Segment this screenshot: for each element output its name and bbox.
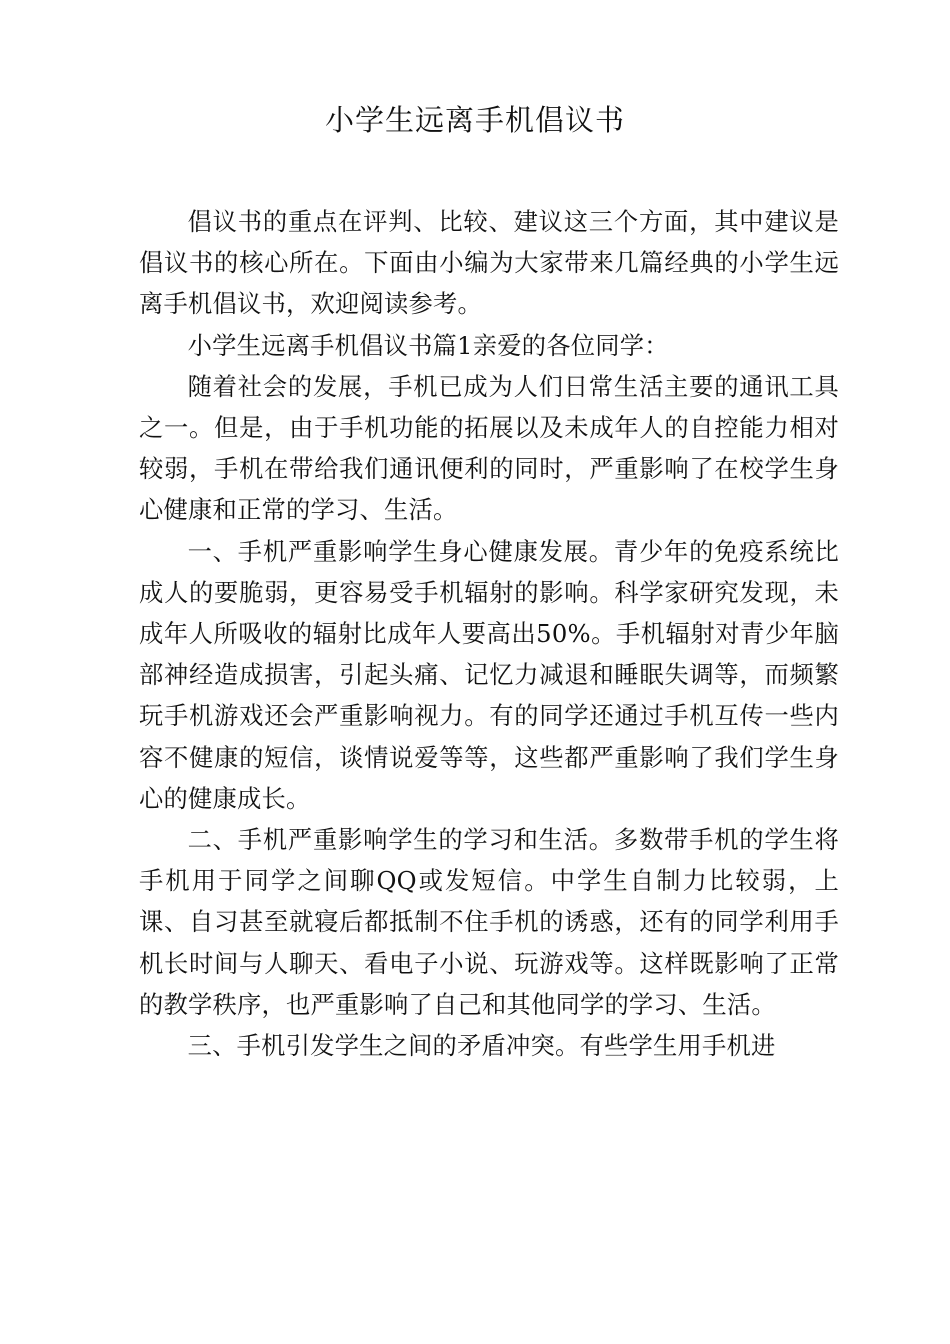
paragraph-point-two: 二、手机严重影响学生的学习和生活。多数带手机的学生将手机用于同学之间聊QQ或发短信。中学生自制力比较弱，上课、自习甚至就寝后都抵制不住手机的诱惑，还有的同学利用手机长时间与人聊天、看电子小说、玩游戏等。这样既影响了正常的教学秩序，也严重影响了自己和其他同学的学习、生活。 [139,825,839,1019]
paragraph-intro: 倡议书的重点在评判、比较、建议这三个方面，其中建议是倡议书的核心所在。下面由小编为大家带来几篇经典的小学生远离手机倡议书，欢迎阅读参考。 [139,207,839,319]
paragraph-heading: 小学生远离手机倡议书篇1亲爱的各位同学： [187,330,669,360]
paragraph-background: 随着社会的发展，手机已成为人们日常生活主要的通讯工具之一。但是，由于手机功能的拓展以及未成年人的自控能力相对较弱，手机在带给我们通讯便利的同时，严重影响了在校学生身心健康和正常的学习、生活。 [139,371,839,525]
paragraph-point-three: 三、手机引发学生之间的矛盾冲突。有些学生用手机进 [187,1031,776,1061]
paragraph-point-one: 一、手机严重影响学生身心健康发展。青少年的免疫系统比成人的要脆弱，更容易受手机辐射的影响。科学家研究发现，未成年人所吸收的辐射比成年人要高出50%。手机辐射对青少年脑部神经造成损害，引起头痛、记忆力减退和睡眠失调等，而频繁玩手机游戏还会严重影响视力。有的同学还通过手机互传一些内容不健康的短信，谈情说爱等等，这些都严重影响了我们学生身心的健康成长。 [139,536,839,813]
document-title: 小学生远离手机倡议书 [324,103,625,137]
document-body [139,201,839,1066]
